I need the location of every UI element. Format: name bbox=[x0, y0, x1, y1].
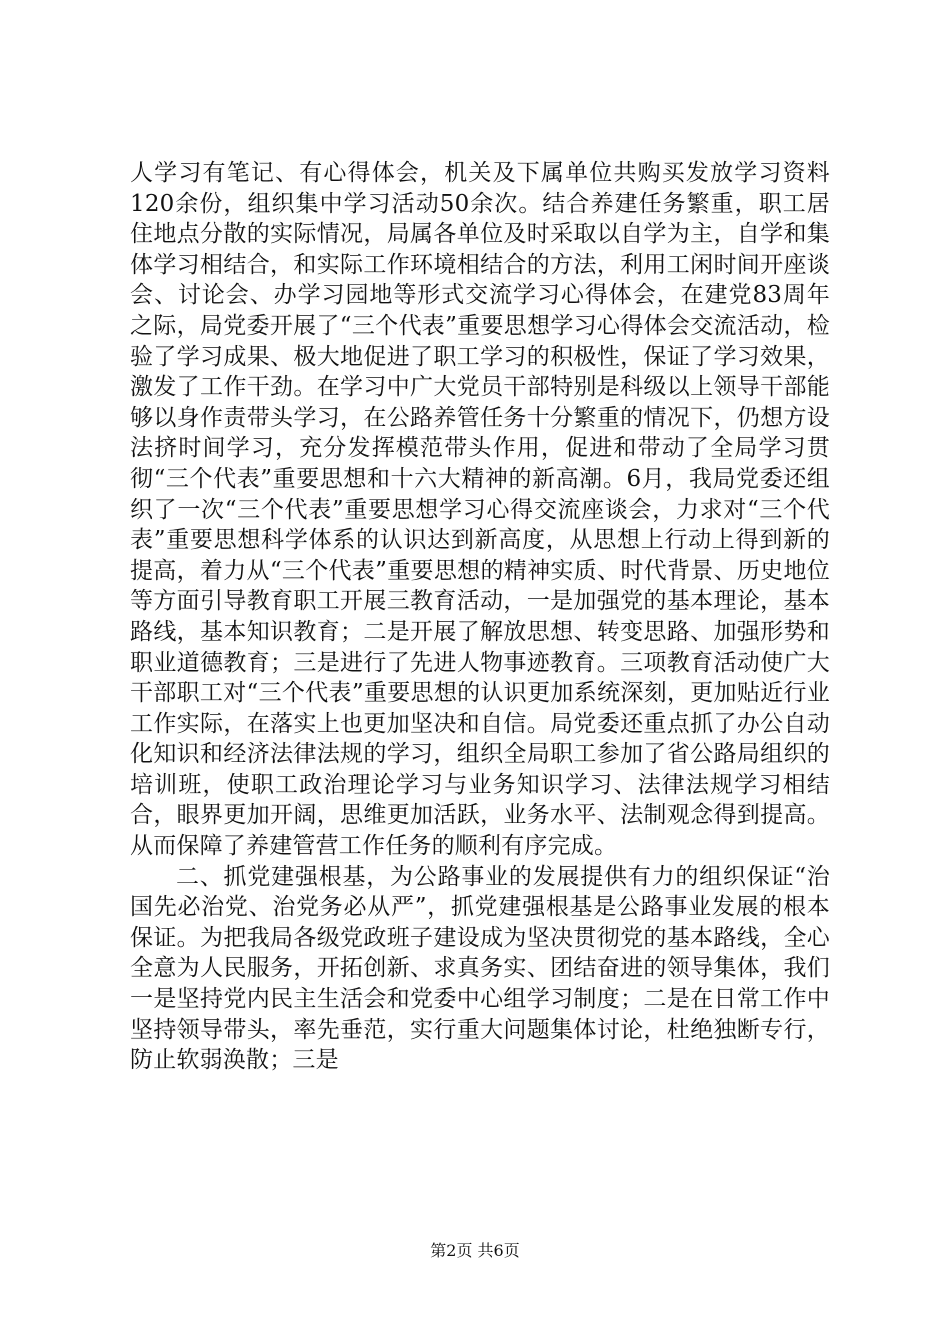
document-body bbox=[130, 158, 830, 1076]
paragraph-2: 二、抓党建强根基，为公路事业的发展提供有力的组织保证“治国先必治党、治党务必从严”，抓党建强根基是公路事业发展的根本保证。为把我局各级党政班子建设成为坚决贯彻党的基本路线，全心全意为人民服务，开拓创新、求真务实、团结奋进的领导集体，我们一是坚持党内民主生活会和党委中心组学习制度；二是在日常工作中坚持领导带头，率先垂范，实行重大问题集体讨论，杜绝独断专行，防止软弱涣散；三是 bbox=[130, 863, 830, 1074]
page-footer: 第2页 共6页 bbox=[430, 1241, 520, 1260]
paragraph-1: 人学习有笔记、有心得体会，机关及下属单位共购买发放学习资料120余份，组织集中学习活动50余次。结合养建任务繁重，职工居住地点分散的实际情况，局属各单位及时采取以自学为主，自学和集体学习相结合，和实际工作环境相结合的方法，利用工闲时间开座谈会、讨论会、办学习园地等形式交流学习心得体会，在建党83周年之际，局党委开展了“三个代表”重要思想学习心得体会交流活动，检验了学习成果、极大地促进了职工学习的积极性，保证了学习效果，激发了工作干劲。在学习中广大党员干部特别是科级以上领导干部能够以身作责带头学习，在公路养管任务十分繁重的情况下，仍想方设法挤时间学习，充分发挥模范带头作用，促进和带动了全局学习贯彻“三个代表”重要思想和十六大精神的新高潮。6月，我局党委还组织了一次“三个代表”重要思想学习心得交流座谈会，力求对“三个代表”重要思想科学体系的认识达到新高度，从思想上行动上得到新的提高，着力从“三个代表”重要思想的精神实质、时代背景、历史地位等方面引导教育职工开展三教育活动，一是加强党的基本理论，基本路线，基本知识教育；二是开展了解放思想、转变思路、加强形势和职业道德教育；三是进行了先进人物事迹教育。三项教育活动使广大干部职工对“三个代表”重要思想的认识更加系统深刻，更加贴近行业工作实际，在落实上也更加坚决和自信。局党委还重点抓了办公自动化知识和经济法律法规的学习，组织全局职工参加了省公路局组织的培训班，使职工政治理论学习与业务知识学习、法律法规学习相结合，眼界更加开阔，思维更加活跃，业务水平、法制观念得到提高。从而保障了养建管营工作任务的顺利有序完成。 bbox=[130, 160, 830, 860]
